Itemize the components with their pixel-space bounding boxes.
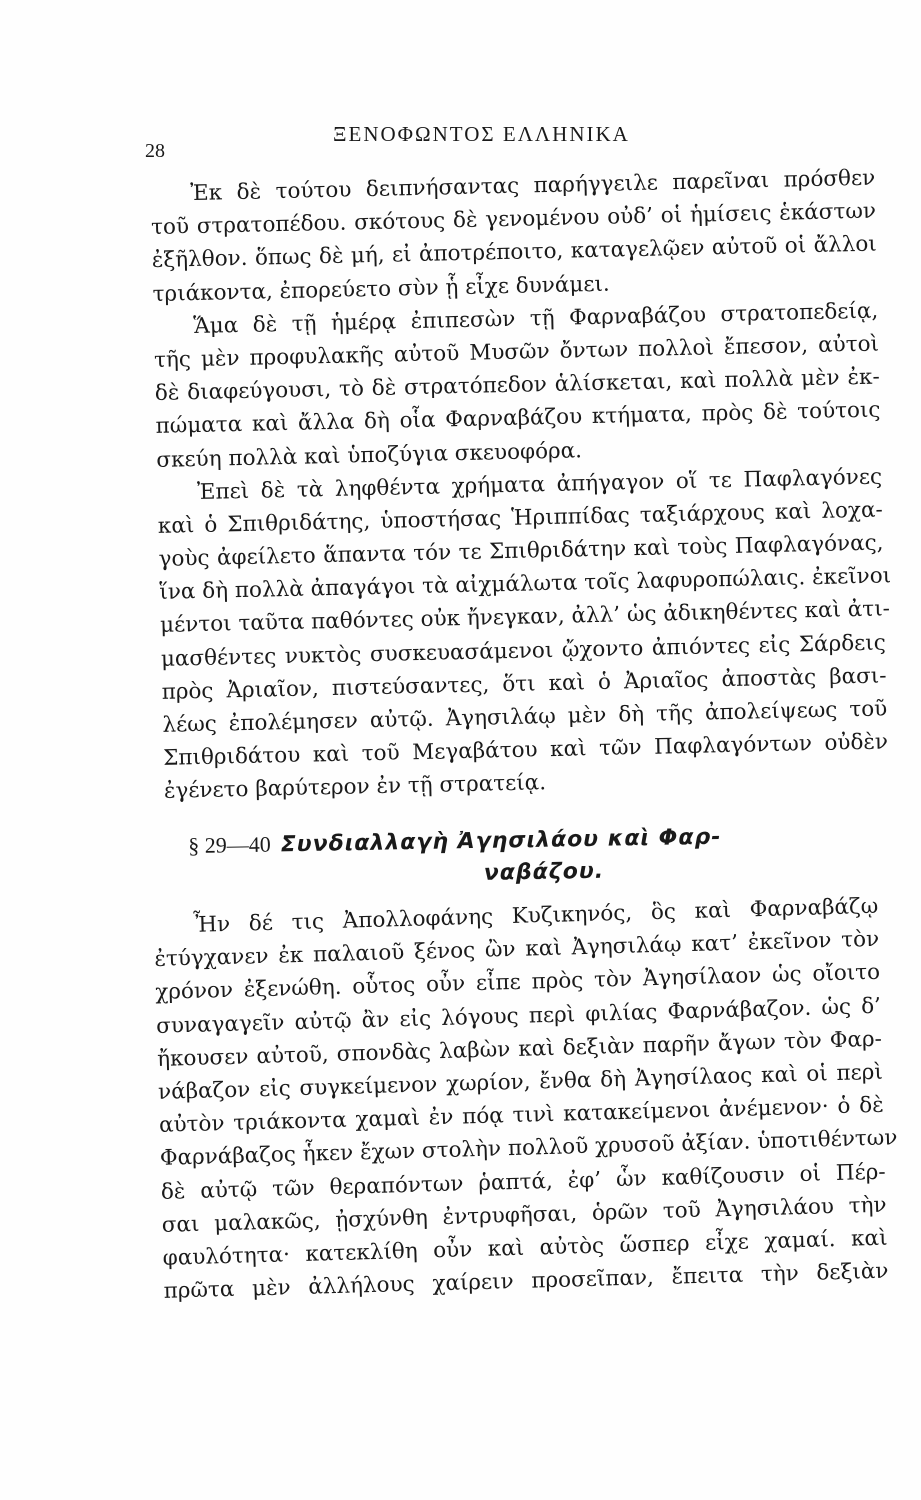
text-line: λέως ἐπολέμησεν αὐτῷ. Ἀγησιλάῳ μὲν δὴ τῆς ἀπολείψεως τοῦ [162, 696, 888, 738]
text-line: ἵνα δὴ πολλὰ ἀπαγάγοι τὰ αἰχμάλωτα τοῖς λαφυροπώλαις. ἐκεῖνοι [159, 563, 892, 606]
text-line: πώματα καὶ ἄλλα δὴ οἷα Φαρναβάζου κτήματα, πρὸς δὲ τούτοις [155, 397, 881, 440]
text-line: μασθέντες νυκτὸς συσκευασάμενοι ᾤχοντο ἀπιόντες εἰς Σάρδεις [160, 630, 887, 672]
section-title-continuation: ναβάζου. [483, 858, 605, 886]
text-line: δὲ αὐτῷ τῶν θεραπόντων ῥαπτά, ἐφ’ ὧν καθίζουσιν οἱ Πέρ- [160, 1159, 886, 1205]
text-line: καὶ ὁ Σπιθριδάτης, ὑποστήσας Ἡριππίδας ταξιάρχους καὶ λοχα- [157, 497, 884, 539]
section-title: Συνδιαλλαγὴ Ἀγησιλάου καὶ Φαρ- [280, 824, 722, 858]
text-line: ἐγένετο βαρύτερον ἐν τῇ στρατείᾳ. [163, 770, 547, 805]
main-text-block-1 [150, 162, 892, 809]
text-line: Σπιθριδάτου καὶ τοῦ Μεγαβάτου καὶ τῶν Παφλαγόντων οὐδὲν [162, 729, 889, 772]
page-header [145, 118, 845, 162]
running-title: ΞΕΝΟΦΩΝΤΟΣ ΕΛΛΗΝΙΚΑ [333, 122, 630, 146]
section-heading [188, 818, 849, 895]
text-line: πρὸς Ἀριαῖον, πιστεύσαντες, ὅτι καὶ ὁ Ἀριαῖος ἀποστὰς βασι- [161, 663, 887, 705]
text-line: τῆς μὲν προφυλακῆς αὐτοῦ Μυσῶν ὄντων πολλοὶ ἔπεσον, αὐτοὶ [153, 331, 880, 373]
text-line: ἤκουσεν αὐτοῦ, σπονδὰς λαβὼν καὶ δεξιὰν παρῆν ἄγων τὸν Φαρ- [156, 1026, 883, 1072]
text-line: Ἅμα δὲ τῇ ἡμέρᾳ ἐπιπεσὼν τῇ Φαρναβάζου στρατοπεδείᾳ, [193, 298, 879, 339]
text-line: σαι μαλακῶς, ᾐσχύνθη ἐντρυφῆσαι, ὁρῶν τοῦ Ἀγησιλάου τὴν [161, 1192, 887, 1238]
page-number: 28 [145, 140, 165, 162]
text-line: αὐτὸν τριάκοντα χαμαὶ ἐν πόᾳ τινὶ κατακείμενοι ἀνέμενον· ὁ δὲ [158, 1092, 885, 1139]
text-line: χρόνον ἐξενώθη. οὗτος οὖν εἶπε πρὸς τὸν Ἀγησίλαον ὡς οἴοιτο [154, 960, 881, 1006]
text-line: Ἐπεὶ δὲ τὰ ληφθέντα χρήματα ἀπήγαγον οἵ τε Παφλαγόνες [196, 464, 883, 505]
main-text-block-2 [153, 890, 898, 1308]
text-line: πρῶτα μὲν ἀλλήλους χαίρειν προσεῖπαν, ἔπειτα τὴν δεξιὰν [163, 1258, 889, 1304]
text-line: γοὺς ἀφείλετο ἅπαντα τόν τε Σπιθριδάτην καὶ τοὺς Παφλαγόνας, [158, 530, 884, 572]
text-line: Ἦν δέ τις Ἀπολλοφάνης Κυζικηνός, ὃς καὶ Φαρναβάζῳ [193, 893, 879, 938]
text-line: Ἐκ δὲ τούτου δειπνήσαντας παρήγγειλε παρεῖναι πρόσθεν [190, 165, 876, 207]
text-line: ἐτύγχανεν ἐκ παλαιοῦ ξένος ὢν καὶ Ἀγησιλάῳ κατ’ ἐκεῖνον τὸν [154, 926, 880, 973]
text-line: νάβαζον εἰς συγκείμενον χωρίον, ἔνθα δὴ Ἀγησίλαος καὶ οἱ περὶ [157, 1059, 884, 1105]
text-line: ἐξῆλθον. ὅπως δὲ μή, εἰ ἀποτρέποιτο, καταγελῷεν αὐτοῦ οἱ ἄλλοι [151, 231, 877, 274]
text-line: φαυλότητα· κατεκλίθη οὖν καὶ αὐτὸς ὥσπερ εἶχε χαμαί. καὶ [162, 1225, 888, 1271]
text-line: σκεύη πολλὰ καὶ ὑποζύγια σκευοφόρα. [156, 437, 583, 473]
text-line: τοῦ στρατοπέδου. σκότους δὲ γενομένου οὐδ’ οἱ ἡμίσεις ἑκάστων [150, 198, 877, 241]
text-line: τριάκοντα, ἐπορεύετο σὺν ᾗ εἶχε δυνάμει. [152, 271, 611, 307]
section-number: § 29—40 [188, 831, 271, 858]
text-line: συναγαγεῖν αὐτῷ ἂν εἰς λόγους περὶ φιλίας Φαρνάβαζον. ὡς δ’ [155, 993, 882, 1039]
text-line: Φαρνάβαζος ἧκεν ἔχων στολὴν πολλοῦ χρυσοῦ ἀξίαν. ὑποτιθέντων [159, 1125, 898, 1172]
text-line: μέντοι ταῦτα παθόντες οὐκ ἤνεγκαν, ἀλλ’ ὡς ἀδικηθέντες καὶ ἀτι- [159, 596, 891, 639]
text-line: δὲ διαφεύγουσι, τὸ δὲ στρατόπεδον ἁλίσκεται, καὶ πολλὰ μὲν ἐκ- [154, 364, 880, 407]
